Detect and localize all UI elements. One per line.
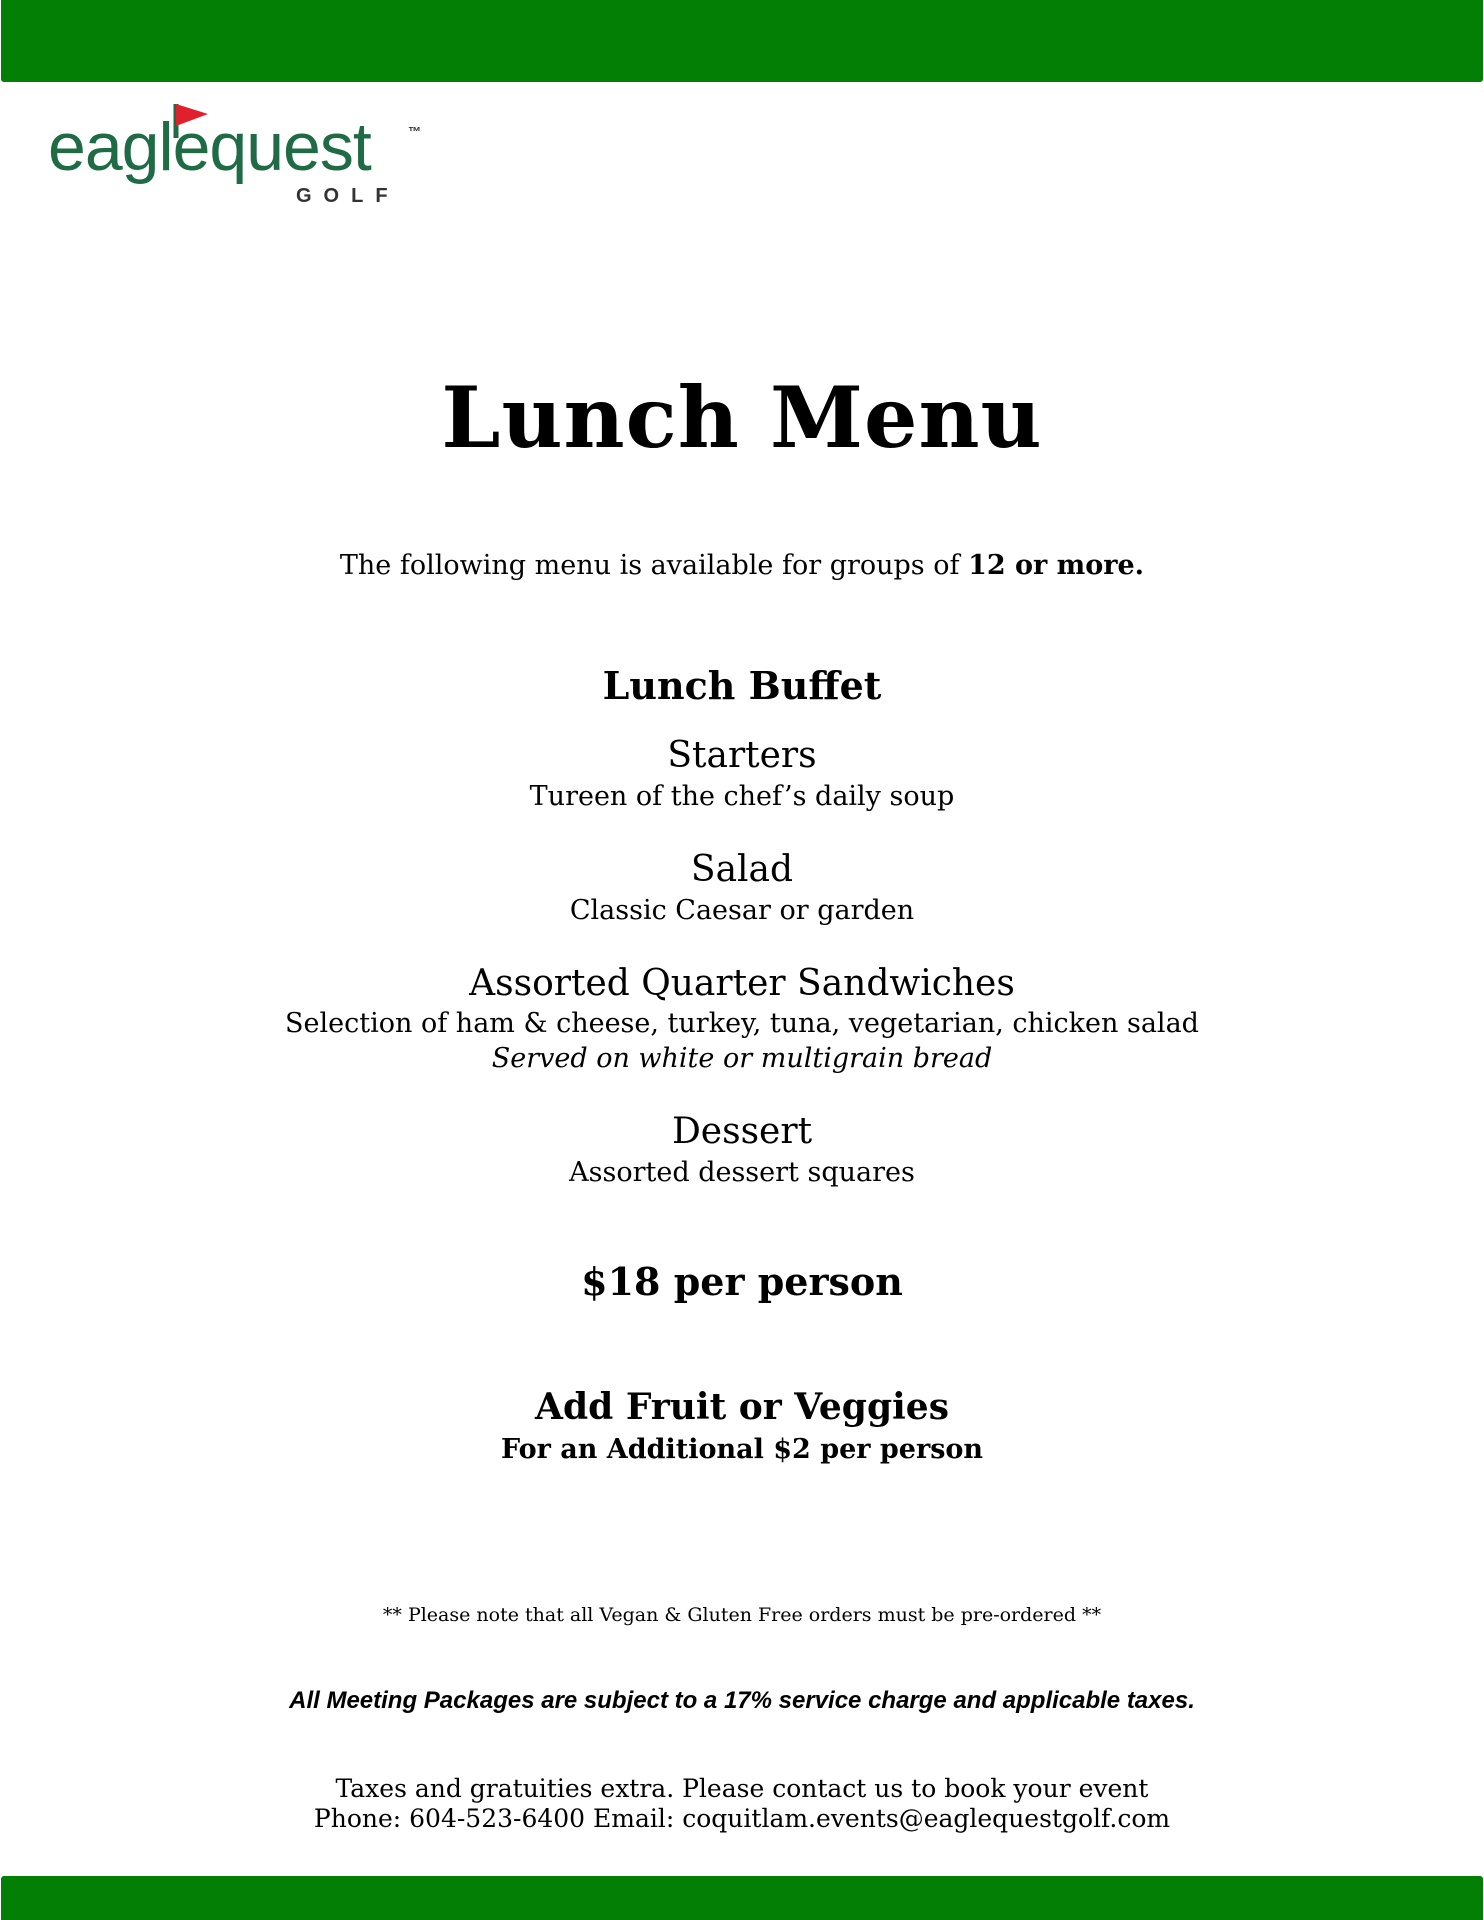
contact-line-2: Phone: 604-523-6400 Email: coquitlam.events@eaglequestgolf.com	[313, 1804, 1171, 1833]
logo-wordmark: eaglequest	[48, 109, 371, 185]
dietary-note: ** Please note that all Vegan & Gluten Free orders must be pre-ordered **	[382, 1604, 1102, 1626]
intro-line	[0, 548, 1484, 584]
top-green-band	[1, 0, 1483, 82]
section-note-sandwiches: Served on white or multigrain bread	[491, 1043, 993, 1074]
section-title-sandwiches: Assorted Quarter Sandwiches	[469, 963, 1015, 1004]
contact-block	[0, 1774, 1484, 1834]
logo-trademark: ™	[408, 124, 421, 139]
service-charge-notice: All Meeting Packages are subject to a 17% service charge and applicable taxes.	[289, 1687, 1195, 1714]
eaglequest-golf-logo	[48, 98, 438, 210]
page-title: Lunch Menu	[441, 368, 1043, 467]
section-desc-starters: Tureen of the chef’s daily soup	[529, 781, 955, 812]
addon-heading: Add Fruit or Veggies	[535, 1386, 949, 1428]
section-title-starters: Starters	[667, 735, 817, 776]
section-title-dessert: Dessert	[671, 1111, 813, 1152]
section-desc-salad: Classic Caesar or garden	[569, 895, 915, 926]
intro-group-size: 12 or more.	[968, 550, 1145, 581]
section-desc-sandwiches: Selection of ham & cheese, turkey, tuna, vegetarian, chicken salad	[285, 1008, 1199, 1039]
bottom-green-band	[1, 1876, 1483, 1920]
section-title-salad: Salad	[690, 849, 794, 890]
buffet-price: $18 per person	[581, 1259, 903, 1304]
addon-price: For an Additional $2 per person	[500, 1434, 984, 1465]
buffet-heading: Lunch Buffet	[602, 663, 882, 708]
contact-line-1: Taxes and gratuities extra. Please contact us to book your event	[335, 1774, 1149, 1803]
logo-golf: GOLF	[296, 185, 400, 207]
intro-text: The following menu is available for groups of	[339, 550, 969, 581]
section-desc-dessert: Assorted dessert squares	[569, 1157, 915, 1188]
